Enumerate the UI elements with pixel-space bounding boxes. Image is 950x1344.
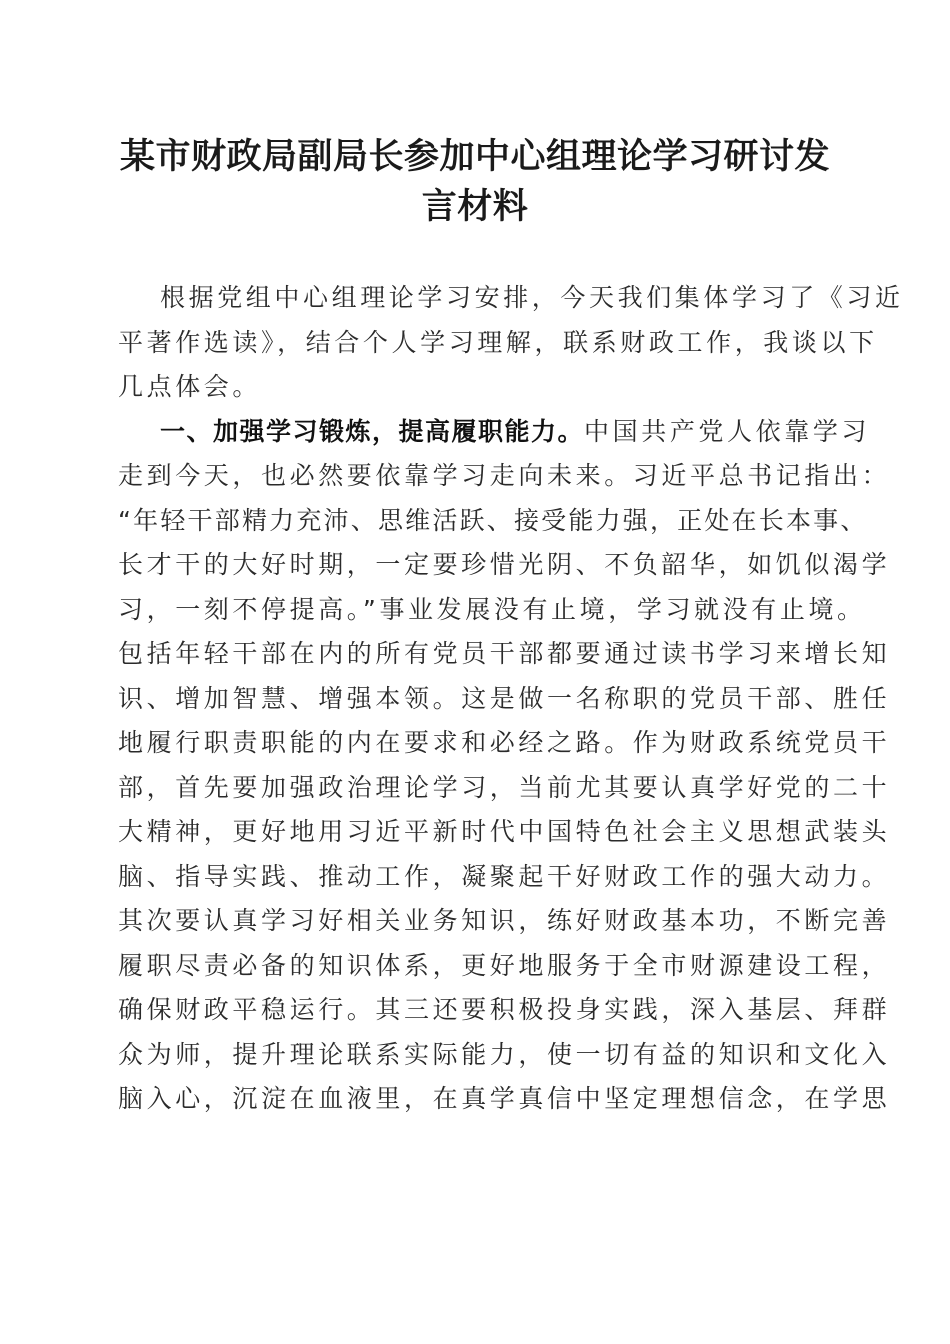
- section-1-line: 识、增加智慧、增强本领。这是做一名称职的党员干部、胜任: [118, 683, 891, 713]
- section-1-line: 走到今天，也必然要依靠学习走向未来。习近平总书记指出：: [118, 461, 891, 490]
- section-1-line: 脑入心，沉淀在血液里，在真学真信中坚定理想信念，在学思: [118, 1084, 891, 1113]
- section-1-line: 履职尽责必备的知识体系，更好地服务于全市财源建设工程，: [118, 950, 891, 980]
- paragraph-1-line: 根据党组中心组理论学习安排，今天我们集体学习了《习近: [160, 283, 904, 312]
- section-1-line: 习，一刻不停提高。”事业发展没有止境，学习就没有止境。: [118, 594, 866, 624]
- section-1-line: 众为师，提升理论联系实际能力，使一切有益的知识和文化入: [118, 1039, 891, 1069]
- paragraph-1-line: 几点体会。: [118, 372, 262, 401]
- document-title: [110, 132, 840, 232]
- document-body: [118, 276, 904, 1122]
- title-line-2: 言材料: [421, 186, 529, 227]
- paragraph-1-line: 平著作选读》，结合个人学习理解，联系财政工作，我谈以下: [118, 327, 878, 357]
- section-1-first-line: [118, 410, 871, 455]
- section-1-line: 脑、指导实践、推动工作，凝聚起干好财政工作的强大动力。: [118, 861, 891, 891]
- section-1-first-line-rest: 中国共产党人依靠学习: [584, 416, 871, 446]
- section-1-line: 包括年轻干部在内的所有党员干部都要通过读书学习来增长知: [118, 639, 891, 668]
- section-1-line: 地履行职责职能的内在要求和必经之路。作为财政系统党员干: [118, 728, 891, 757]
- section-1-line: “年轻干部精力充沛、思维活跃、接受能力强，正处在长本事、: [118, 505, 868, 535]
- section-1-line: 确保财政平稳运行。其三还要积极投身实践，深入基层、拜群: [118, 995, 891, 1024]
- section-1-line: 大精神，更好地用习近平新时代中国特色社会主义思想武装头: [118, 817, 891, 846]
- section-1-heading: 一、加强学习锻炼，提高履职能力。: [160, 416, 585, 446]
- section-1-line: 部，首先要加强政治理论学习，当前尤其要认真学好党的二十: [118, 772, 891, 802]
- section-1-line: 其次要认真学习好相关业务知识，练好财政基本功，不断完善: [118, 906, 891, 935]
- title-line-1: 某市财政局副局长参加中心组理论学习研讨发: [119, 136, 830, 177]
- section-1-line: 长才干的大好时期，一定要珍惜光阴、不负韶华，如饥似渴学: [118, 550, 891, 579]
